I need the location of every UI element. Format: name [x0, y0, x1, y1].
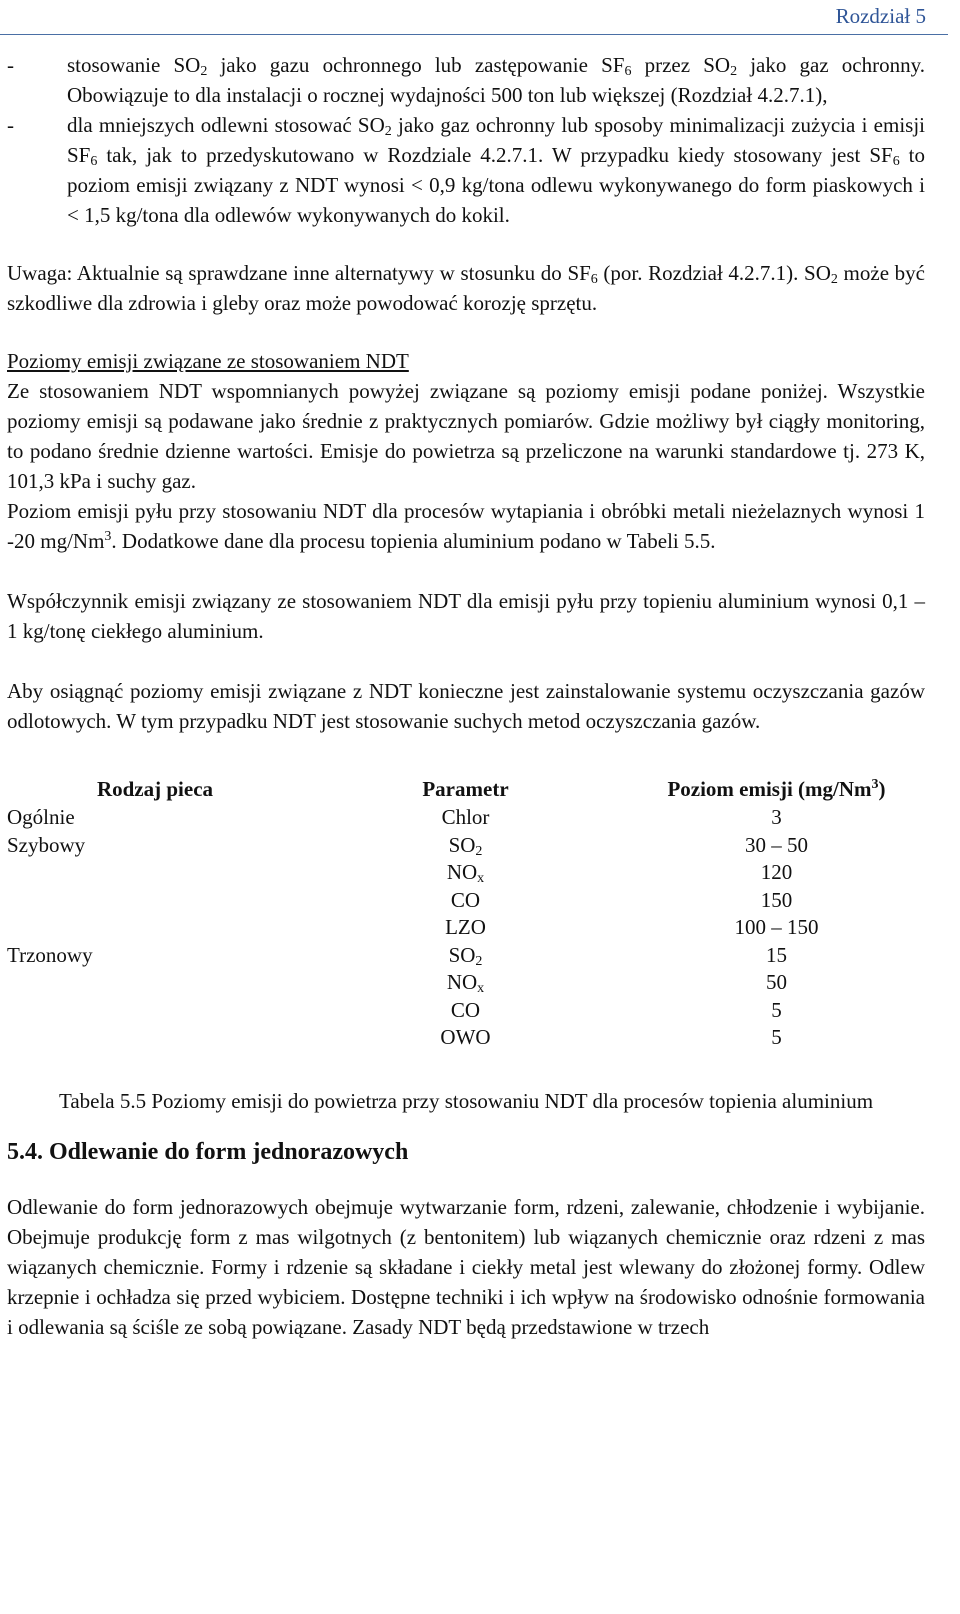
cell-furnace: Ogólnie — [7, 805, 75, 829]
cell-furnace — [7, 969, 303, 997]
document-body — [7, 50, 925, 1342]
cell-level: 50 — [766, 970, 787, 994]
cell-level: 100 – 150 — [734, 915, 819, 939]
chapter-title: Rozdział 5 — [835, 4, 926, 28]
bullet-item — [7, 110, 925, 230]
page-header — [0, 0, 948, 35]
cell-parameter: CO — [450, 997, 481, 1022]
levels-paragraph: Ze stosowaniem NDT wspomnianych powyżej związane są poziomy emisji podane poniżej. Wszystkie poziomy emisji są podawane jako średnie z praktycznych pomiarów. Gdzie możliwy był ciągły monitoring, to podano średnie dzienne wartości. Emisje do powietrza są przeliczone na warunki standardowe tj. 273 K, 101,3 kPa i suchy gaz. — [7, 379, 925, 493]
emission-table — [7, 774, 925, 1052]
cell-furnace — [7, 997, 303, 1025]
table-row — [7, 859, 925, 887]
cell-level: 3 — [771, 805, 782, 829]
cell-furnace — [7, 914, 303, 942]
table-row — [7, 832, 925, 860]
table-row — [7, 804, 925, 832]
cell-parameter: $NO_x$ — [446, 970, 485, 996]
table-row — [7, 1024, 925, 1052]
cell-parameter: LZO — [445, 915, 486, 939]
column-header-level: Poziom emisji (mg/Nm$^3$) — [667, 777, 886, 801]
cell-level: 30 – 50 — [745, 832, 808, 857]
section-paragraph: Odlewanie do form jednorazowych obejmuje wytwarzanie form, rdzeni, zalewanie, chłodzenie i wybijanie. Obejmuje produkcję form z mas wilgotnych (z bentonitem) lub wiązanych chemicznie oraz rdzeni z mas wiązanych chemicznie. Formy i rdzenie są składane i ciekły metal jest wlewany do złożonej formy. Odlew krzepnie i ochładza się przed wybiciem. Dostępne techniki i ich wpływ na środowisko odnośnie formowania i odlewania są ściśle ze sobą powiązane. Zasady NDT będą przedstawione w trzech — [7, 1194, 925, 1339]
table-row — [7, 997, 925, 1025]
bullet-dash: - — [7, 53, 14, 77]
cell-furnace: Szybowy — [7, 832, 86, 857]
column-header-furnace: Rodzaj pieca — [96, 777, 214, 801]
cell-level: 5 — [771, 997, 782, 1022]
table-row — [7, 942, 925, 970]
cell-parameter: $NO_x$ — [446, 860, 485, 886]
column-header-parameter: Parametr — [422, 777, 509, 801]
cell-furnace: Trzonowy — [7, 942, 93, 967]
factor-paragraph: Współczynnik emisji związany ze stosowaniem NDT dla emisji pyłu przy topieniu aluminium wynosi 0,1 – 1 kg/tonę ciekłego aluminium. — [7, 589, 925, 643]
cell-parameter: Chlor — [441, 805, 490, 829]
cell-furnace — [7, 859, 303, 887]
table-row — [7, 887, 925, 915]
cell-parameter: $SO_2$ — [448, 832, 483, 859]
cell-furnace — [7, 1024, 303, 1052]
table-row — [7, 914, 925, 942]
cleaning-paragraph: Aby osiągnąć poziomy emisji związane z NDT konieczne jest zainstalowanie systemu oczyszczania gazów odlotowych. W tym przypadku NDT jest stosowanie suchych metod oczyszczania gazów. — [7, 679, 925, 733]
bullet-item — [7, 50, 925, 110]
bullet-dash: - — [7, 113, 14, 137]
bullet-text: dla mniejszych odlewni stosować $SO_2$ jako gaz ochronny lub sposoby minimalizacji zużycia i emisji $SF_6$ tak, jak to przedyskutowano w Rozdziale 4.2.7.1. W przypadku kiedy stosowany jest $SF_6$ to poziom emisji związany z NDT wynosi < 0,9 kg/tona odlewu wykonywanego do form piaskowych i < 1,5 kg/tona dla odlewów wykonywanych do kokil. — [67, 113, 925, 227]
note-paragraph: Uwaga: Aktualnie są sprawdzane inne alternatywy w stosunku do $SF_6$ (por. Rozdział 4.2.7.1). $SO_2$ może być szkodliwe dla zdrowia i gleby oraz może powodować korozję sprzętu. — [7, 261, 925, 315]
dust-paragraph: Poziom emisji pyłu przy stosowaniu NDT dla procesów wytapiania i obróbki metali nieżelaznych wynosi 1 -20 mg/Nm$^3$. Dodatkowe dane dla procesu topienia aluminium podano w Tabeli 5.5. — [7, 499, 925, 553]
bullet-text: stosowanie $SO_2$ jako gazu ochronnego lub zastępowanie $SF_6$ przez $SO_2$ jako gaz ochronny. Obowiązuje to dla instalacji o rocznej wydajności 500 ton lub większej (Rozdział 4.2.7.1), — [67, 53, 926, 107]
cell-parameter: OWO — [440, 1025, 491, 1049]
cell-parameter: CO — [450, 887, 481, 912]
cell-furnace — [7, 887, 303, 915]
cell-level: 150 — [760, 887, 793, 912]
table-caption: Tabela 5.5 Poziomy emisji do powietrza przy stosowaniu NDT dla procesów topienia aluminium — [58, 1088, 874, 1113]
section-title: 5.4. Odlewanie do form jednorazowych — [7, 1138, 409, 1165]
cell-parameter: $SO_2$ — [448, 942, 483, 969]
table-row — [7, 969, 925, 997]
cell-level: 120 — [760, 860, 793, 884]
cell-level: 15 — [766, 942, 787, 967]
table-header-row — [7, 774, 925, 804]
section-heading-underlined: Poziomy emisji związane ze stosowaniem NDT — [7, 349, 409, 373]
cell-level: 5 — [771, 1025, 782, 1049]
